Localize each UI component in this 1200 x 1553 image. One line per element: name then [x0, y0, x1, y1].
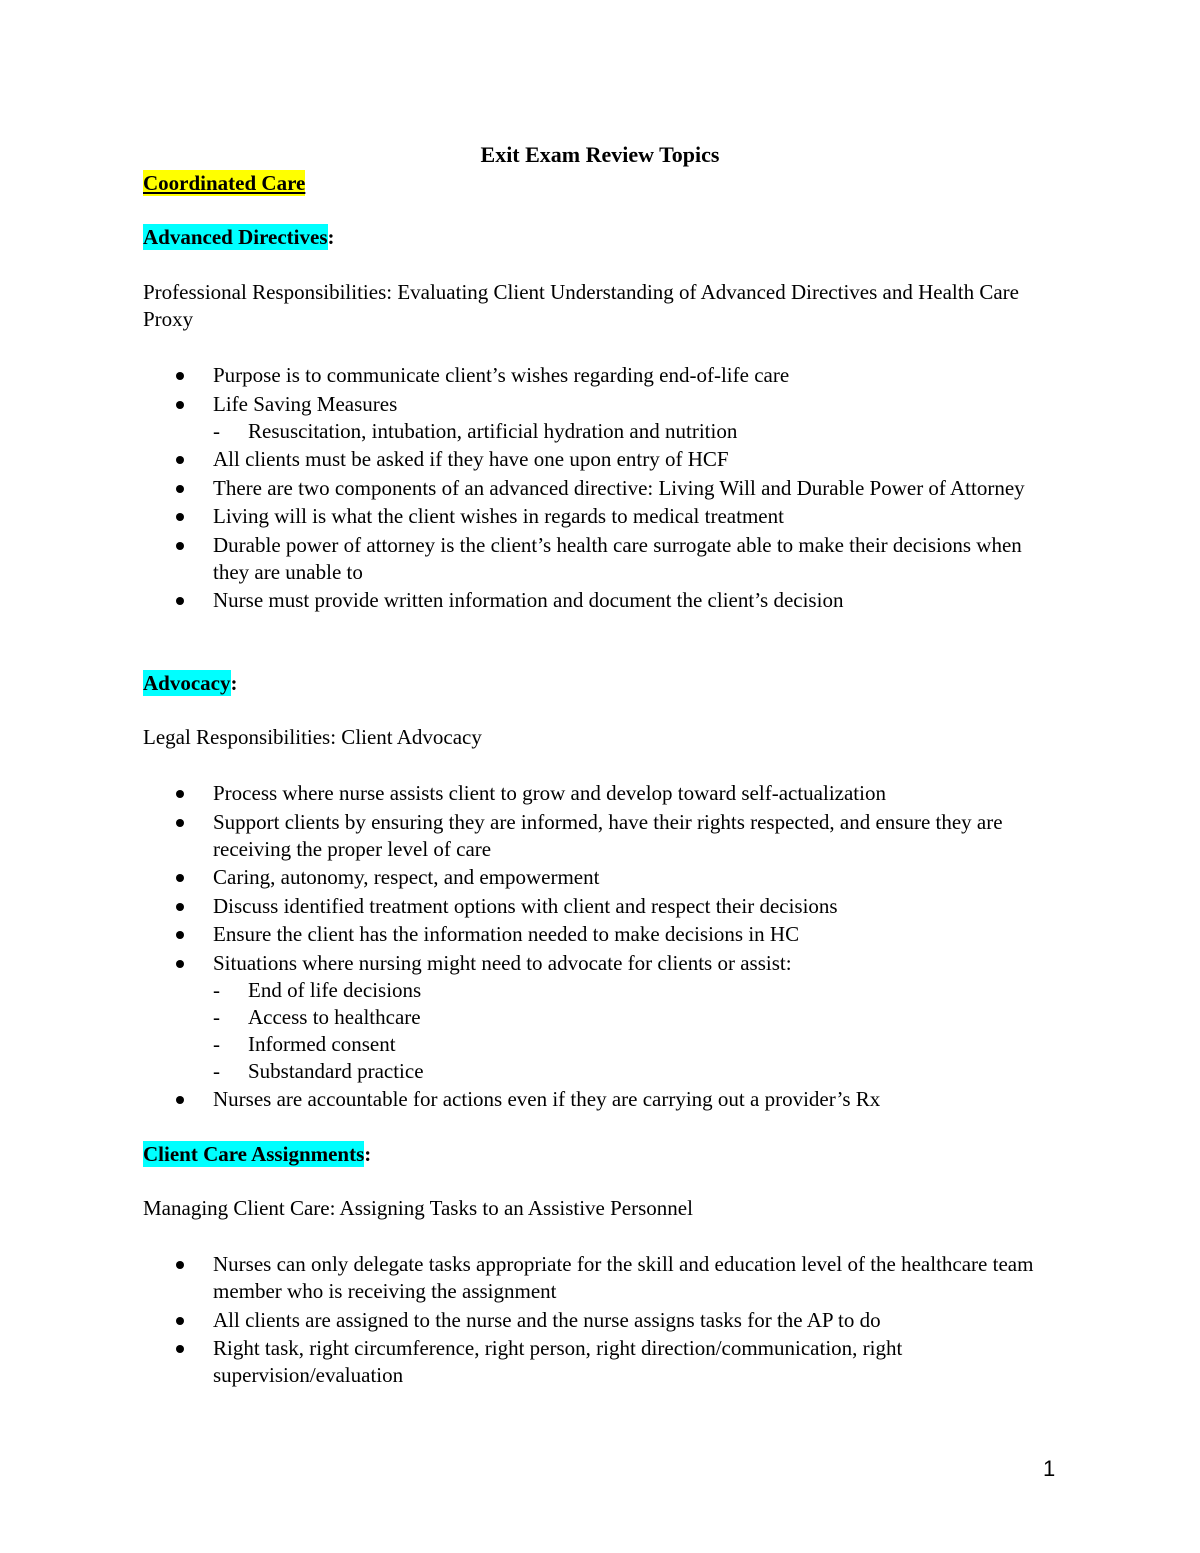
dash-icon: -: [213, 1031, 220, 1056]
sub-list: [213, 977, 1053, 1085]
page-number: 1: [1043, 1456, 1056, 1481]
bullet-list-advocacy: [143, 780, 1053, 1115]
list-item-text: Right task, right circumference, right person, right direction/communication, right supervision/evaluation: [213, 1336, 903, 1387]
sub-list-item: [213, 1004, 1053, 1031]
bullet-list-client-care-assignments: [143, 1251, 1053, 1391]
list-item: [143, 1086, 1053, 1113]
dash-icon: -: [213, 1004, 220, 1029]
bullet-icon: [176, 1096, 184, 1104]
section-heading-label: Coordinated Care: [143, 171, 306, 195]
sub-list-item-text: End of life decisions: [248, 977, 422, 1002]
bullet-icon: [176, 1261, 184, 1269]
list-item-text: There are two components of an advanced directive: Living Will and Durable Power of Attorney: [213, 475, 1025, 500]
list-item-text: Purpose is to communicate client’s wishes regarding end-of-life care: [213, 363, 790, 387]
document-title: Exit Exam Review Topics: [480, 142, 720, 167]
dash-icon: -: [213, 418, 220, 443]
bullet-icon: [176, 1345, 184, 1353]
list-item: [143, 587, 1053, 614]
bullet-icon: [176, 372, 184, 380]
list-item: [143, 446, 1053, 473]
sub-list: [213, 418, 1053, 445]
list-item-text: All clients must be asked if they have one upon entry of HCF: [213, 447, 729, 471]
bullet-icon: [176, 401, 184, 409]
topic-subtitle: Managing Client Care: Assigning Tasks to an Assistive Personnel: [143, 1196, 693, 1220]
dash-icon: -: [213, 977, 220, 1002]
list-item-text: Discuss identified treatment options with client and respect their decisions: [213, 893, 838, 918]
list-item: [143, 950, 1053, 1085]
bullet-icon: [176, 960, 184, 968]
list-item: [143, 362, 1053, 389]
dash-icon: -: [213, 1058, 220, 1083]
list-item: [143, 893, 1053, 920]
topic-heading-advocacy: Advocacy:: [143, 671, 238, 695]
list-item-text: Ensure the client has the information needed to make decisions in HC: [213, 922, 800, 946]
bullet-list-advanced-directives: [143, 362, 1053, 616]
list-item-text: All clients are assigned to the nurse and the nurse assigns tasks for the AP to do: [213, 1307, 881, 1332]
list-item: [143, 1307, 1053, 1334]
bullet-icon: [176, 597, 184, 605]
sub-list-item: [213, 977, 1053, 1004]
bullet-icon: [176, 456, 184, 464]
sub-list-item: [213, 1058, 1053, 1085]
bullet-icon: [176, 790, 184, 798]
list-item: [143, 532, 1053, 586]
bullet-icon: [176, 819, 184, 827]
list-item-text: Living will is what the client wishes in regards to medical treatment: [213, 504, 784, 528]
list-item: [143, 391, 1053, 445]
sub-list-item-text: Resuscitation, intubation, artificial hydration and nutrition: [248, 418, 738, 443]
list-item: [143, 503, 1053, 530]
bullet-icon: [176, 931, 184, 939]
list-item-text: Nurses can only delegate tasks appropriate for the skill and education level of the healthcare team member who is receiving the assignment: [213, 1252, 1034, 1303]
topic-subtitle: Legal Responsibilities: Client Advocacy: [143, 725, 482, 749]
sub-list-item-text: Access to healthcare: [248, 1004, 421, 1029]
topic-heading-client-care-assignments: Client Care Assignments:: [143, 1142, 372, 1166]
list-item-text: Caring, autonomy, respect, and empowerment: [213, 865, 600, 889]
bullet-icon: [176, 513, 184, 521]
sub-list-item: [213, 418, 1053, 445]
sub-list-item-text: Substandard practice: [248, 1058, 424, 1083]
list-item: [143, 1335, 1053, 1389]
topic-heading-label: Advocacy: [143, 671, 231, 695]
sub-list-item: [213, 1031, 1053, 1058]
bullet-icon: [176, 1317, 184, 1325]
list-item: [143, 921, 1053, 948]
topic-heading-advanced-directives: Advanced Directives:: [143, 225, 335, 249]
sub-list-item-text: Informed consent: [248, 1031, 396, 1056]
list-item: [143, 864, 1053, 891]
list-item-text: Support clients by ensuring they are informed, have their rights respected, and ensure they are receiving the proper level of care: [213, 809, 1003, 861]
bullet-icon: [176, 485, 184, 493]
topic-heading-label: Client Care Assignments: [143, 1142, 365, 1166]
bullet-icon: [176, 542, 184, 550]
list-item-text: Nurse must provide written information and document the client’s decision: [213, 588, 844, 612]
list-item: [143, 809, 1053, 863]
bullet-icon: [176, 903, 184, 911]
list-item-text: Durable power of attorney is the client’s health care surrogate able to make their decisions when they are unable to: [213, 532, 1022, 584]
section-heading-coordinated-care: [143, 170, 305, 197]
topic-heading-label: Advanced Directives: [143, 225, 328, 249]
list-item: [143, 780, 1053, 807]
list-item-text: Life Saving Measures: [213, 391, 398, 416]
list-item-text: Nurses are accountable for actions even if they are carrying out a provider’s Rx: [213, 1087, 881, 1111]
list-item: [143, 1251, 1053, 1305]
topic-subtitle: Professional Responsibilities: Evaluating Client Understanding of Advanced Directives and Health Care Proxy: [143, 280, 1019, 331]
list-item-text: Process where nurse assists client to grow and develop toward self-actualization: [213, 781, 886, 805]
bullet-icon: [176, 874, 184, 882]
list-item-text: Situations where nursing might need to advocate for clients or assist:: [213, 950, 792, 975]
list-item: [143, 475, 1053, 502]
